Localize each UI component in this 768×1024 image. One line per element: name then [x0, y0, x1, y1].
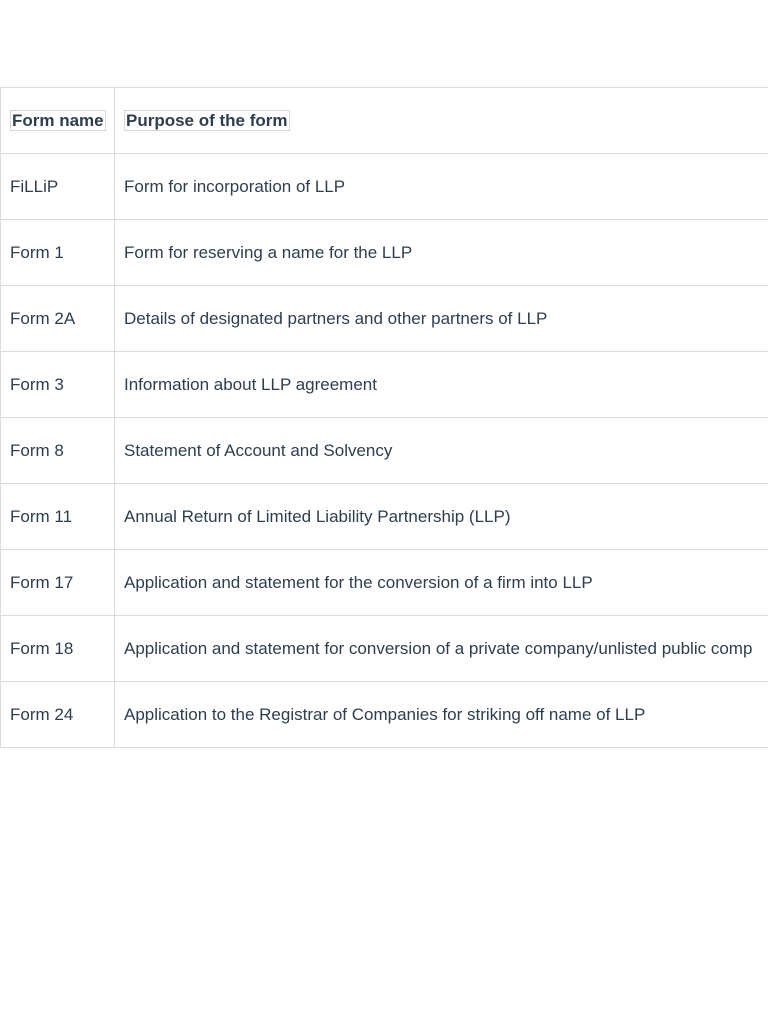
table-row	[1, 616, 768, 682]
form-purpose-cell: Application and statement for the conversion of a firm into LLP	[115, 550, 768, 616]
table-row	[1, 682, 768, 748]
header-form-name	[1, 88, 115, 154]
form-purpose-cell: Form for incorporation of LLP	[115, 154, 768, 220]
form-name-cell: Form 3	[1, 352, 115, 418]
form-purpose-cell: Details of designated partners and other partners of LLP	[115, 286, 768, 352]
header-purpose	[115, 88, 768, 154]
form-name-cell: Form 17	[1, 550, 115, 616]
header-form-name-label: Form name	[12, 110, 104, 130]
table-row	[1, 484, 768, 550]
table-row	[1, 352, 768, 418]
form-purpose-cell: Information about LLP agreement	[115, 352, 768, 418]
form-purpose-cell: Statement of Account and Solvency	[115, 418, 768, 484]
form-name-cell: Form 24	[1, 682, 115, 748]
table-header-row	[1, 88, 768, 154]
form-purpose-cell: Form for reserving a name for the LLP	[115, 220, 768, 286]
forms-table	[0, 87, 768, 748]
form-name-cell: Form 1	[1, 220, 115, 286]
forms-table-container	[0, 87, 768, 748]
table-row	[1, 220, 768, 286]
table-row	[1, 286, 768, 352]
form-name-cell: Form 2A	[1, 286, 115, 352]
form-purpose-cell: Application to the Registrar of Companies for striking off name of LLP	[115, 682, 768, 748]
form-name-cell: Form 11	[1, 484, 115, 550]
form-purpose-cell: Annual Return of Limited Liability Partnership (LLP)	[115, 484, 768, 550]
form-name-cell: Form 8	[1, 418, 115, 484]
header-purpose-label: Purpose of the form	[126, 110, 288, 130]
form-name-cell: FiLLiP	[1, 154, 115, 220]
table-row	[1, 154, 768, 220]
table-row	[1, 550, 768, 616]
form-purpose-cell: Application and statement for conversion of a private company/unlisted public comp	[115, 616, 768, 682]
form-name-cell: Form 18	[1, 616, 115, 682]
table-row	[1, 418, 768, 484]
